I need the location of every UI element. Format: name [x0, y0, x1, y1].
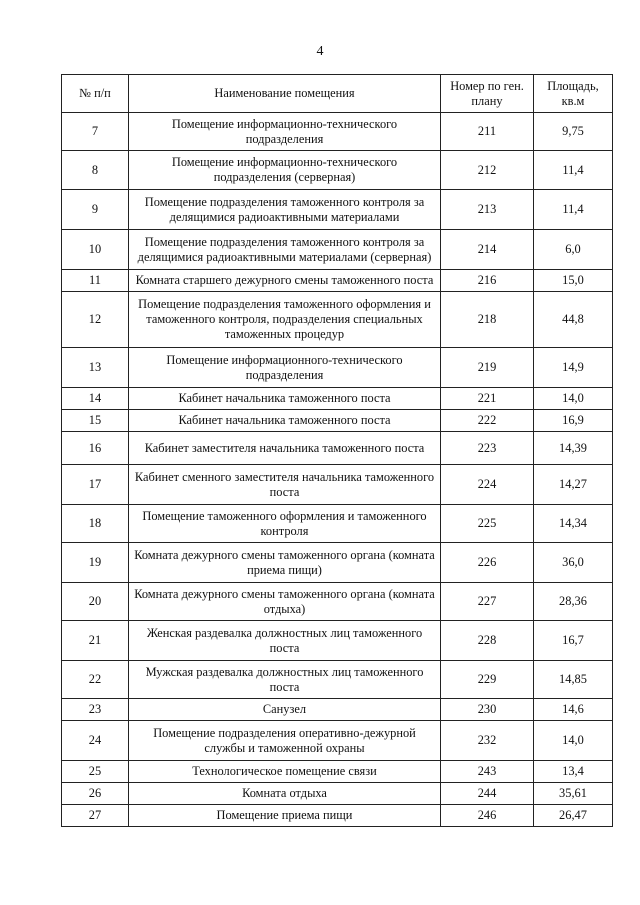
- room-name-cell: Помещение подразделения таможенного контроля за делящимися радиоактивными материалами: [129, 190, 441, 230]
- table-row: [62, 721, 613, 761]
- room-name-cell: Санузел: [129, 699, 441, 721]
- plan-number-cell: 214: [441, 230, 534, 270]
- row-number-cell: 10: [62, 230, 129, 270]
- table-row: [62, 388, 613, 410]
- table-row: [62, 805, 613, 827]
- row-number-cell: 11: [62, 270, 129, 292]
- table-row: [62, 270, 613, 292]
- plan-number-cell: 226: [441, 543, 534, 583]
- area-cell: 11,4: [534, 190, 613, 230]
- plan-number-cell: 222: [441, 410, 534, 432]
- row-number-cell: 19: [62, 543, 129, 583]
- area-cell: 14,0: [534, 388, 613, 410]
- area-cell: 36,0: [534, 543, 613, 583]
- table-row: [62, 761, 613, 783]
- table-row: [62, 190, 613, 230]
- plan-number-cell: 224: [441, 465, 534, 505]
- table-row: [62, 348, 613, 388]
- area-cell: 44,8: [534, 292, 613, 348]
- room-name-cell: Кабинет начальника таможенного поста: [129, 410, 441, 432]
- row-number-cell: 27: [62, 805, 129, 827]
- room-name-cell: Помещение таможенного оформления и таможенного контроля: [129, 505, 441, 543]
- row-number-cell: 17: [62, 465, 129, 505]
- area-cell: 14,85: [534, 661, 613, 699]
- room-name-cell: Помещение подразделения таможенного контроля за делящимися радиоактивными материалами (серверная): [129, 230, 441, 270]
- plan-number-cell: 227: [441, 583, 534, 621]
- plan-number-cell: 219: [441, 348, 534, 388]
- plan-number-cell: 212: [441, 151, 534, 190]
- row-number-cell: 16: [62, 432, 129, 465]
- row-number-cell: 9: [62, 190, 129, 230]
- table-row: [62, 783, 613, 805]
- row-number-cell: 8: [62, 151, 129, 190]
- area-cell: 14,27: [534, 465, 613, 505]
- plan-number-cell: 225: [441, 505, 534, 543]
- plan-number-cell: 229: [441, 661, 534, 699]
- row-number-cell: 7: [62, 113, 129, 151]
- table-row: [62, 583, 613, 621]
- table-row: [62, 230, 613, 270]
- row-number-cell: 12: [62, 292, 129, 348]
- table-row: [62, 432, 613, 465]
- area-cell: 6,0: [534, 230, 613, 270]
- plan-number-cell: 223: [441, 432, 534, 465]
- room-name-cell: Комната старшего дежурного смены таможенного поста: [129, 270, 441, 292]
- room-name-cell: Мужская раздевалка должностных лиц таможенного поста: [129, 661, 441, 699]
- plan-number-cell: 221: [441, 388, 534, 410]
- row-number-cell: 25: [62, 761, 129, 783]
- table-row: [62, 505, 613, 543]
- plan-number-cell: 244: [441, 783, 534, 805]
- room-name-cell: Комната дежурного смены таможенного органа (комната приема пищи): [129, 543, 441, 583]
- table-header-row: [62, 75, 613, 113]
- room-name-cell: Женская раздевалка должностных лиц таможенного поста: [129, 621, 441, 661]
- room-name-cell: Технологическое помещение связи: [129, 761, 441, 783]
- header-area: Площадь, кв.м: [534, 75, 613, 113]
- room-name-cell: Помещение информационно-технического подразделения (серверная): [129, 151, 441, 190]
- room-name-cell: Кабинет начальника таможенного поста: [129, 388, 441, 410]
- table-row: [62, 543, 613, 583]
- area-cell: 14,39: [534, 432, 613, 465]
- row-number-cell: 18: [62, 505, 129, 543]
- header-name: Наименование помещения: [129, 75, 441, 113]
- room-name-cell: Помещение подразделения оперативно-дежурной службы и таможенной охраны: [129, 721, 441, 761]
- room-name-cell: Помещение информационно-технического подразделения: [129, 113, 441, 151]
- plan-number-cell: 218: [441, 292, 534, 348]
- table-row: [62, 621, 613, 661]
- row-number-cell: 23: [62, 699, 129, 721]
- room-name-cell: Кабинет сменного заместителя начальника таможенного поста: [129, 465, 441, 505]
- room-name-cell: Помещение подразделения таможенного оформления и таможенного контроля, подразделения специальных таможенных процедур: [129, 292, 441, 348]
- area-cell: 16,9: [534, 410, 613, 432]
- area-cell: 14,0: [534, 721, 613, 761]
- header-plan: Номер по ген. плану: [441, 75, 534, 113]
- rooms-table: [61, 74, 613, 827]
- room-name-cell: Комната отдыха: [129, 783, 441, 805]
- area-cell: 26,47: [534, 805, 613, 827]
- plan-number-cell: 243: [441, 761, 534, 783]
- row-number-cell: 15: [62, 410, 129, 432]
- plan-number-cell: 216: [441, 270, 534, 292]
- area-cell: 9,75: [534, 113, 613, 151]
- area-cell: 14,6: [534, 699, 613, 721]
- room-name-cell: Кабинет заместителя начальника таможенного поста: [129, 432, 441, 465]
- room-name-cell: Помещение приема пищи: [129, 805, 441, 827]
- area-cell: 28,36: [534, 583, 613, 621]
- area-cell: 35,61: [534, 783, 613, 805]
- table-row: [62, 465, 613, 505]
- row-number-cell: 21: [62, 621, 129, 661]
- area-cell: 13,4: [534, 761, 613, 783]
- area-cell: 14,9: [534, 348, 613, 388]
- area-cell: 15,0: [534, 270, 613, 292]
- row-number-cell: 14: [62, 388, 129, 410]
- table-row: [62, 661, 613, 699]
- plan-number-cell: 230: [441, 699, 534, 721]
- table-row: [62, 113, 613, 151]
- plan-number-cell: 213: [441, 190, 534, 230]
- row-number-cell: 24: [62, 721, 129, 761]
- plan-number-cell: 232: [441, 721, 534, 761]
- row-number-cell: 20: [62, 583, 129, 621]
- plan-number-cell: 228: [441, 621, 534, 661]
- area-cell: 14,34: [534, 505, 613, 543]
- table-row: [62, 410, 613, 432]
- plan-number-cell: 211: [441, 113, 534, 151]
- table-row: [62, 292, 613, 348]
- row-number-cell: 22: [62, 661, 129, 699]
- room-name-cell: Помещение информационного-технического подразделения: [129, 348, 441, 388]
- row-number-cell: 13: [62, 348, 129, 388]
- area-cell: 11,4: [534, 151, 613, 190]
- page-number: 4: [316, 44, 324, 59]
- table-row: [62, 151, 613, 190]
- area-cell: 16,7: [534, 621, 613, 661]
- row-number-cell: 26: [62, 783, 129, 805]
- plan-number-cell: 246: [441, 805, 534, 827]
- table-row: [62, 699, 613, 721]
- header-num: № п/п: [62, 75, 129, 113]
- room-name-cell: Комната дежурного смены таможенного органа (комната отдыха): [129, 583, 441, 621]
